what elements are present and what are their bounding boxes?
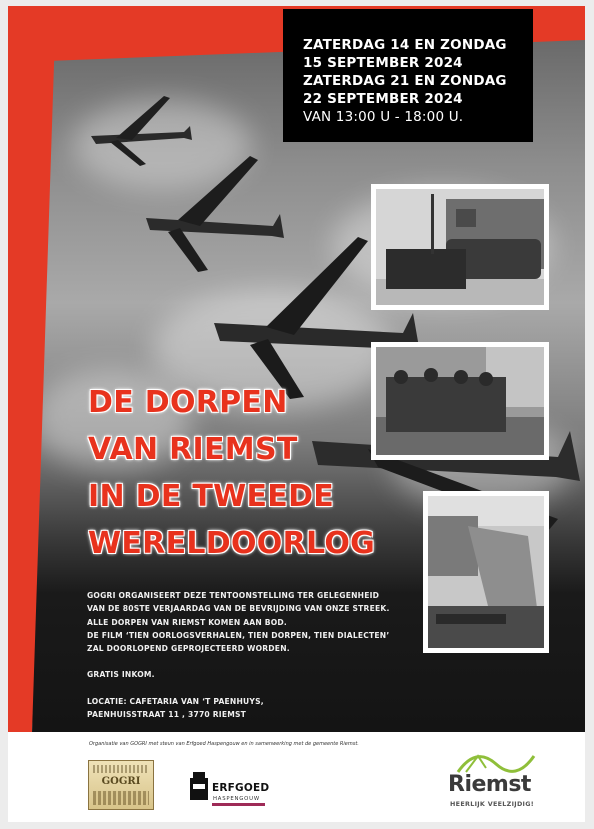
info-line-2: VAN DE 80STE VERJAARDAG VAN DE BEVRIJDING VAN ONZE STREEK. bbox=[87, 604, 390, 614]
date-line-3: ZATERDAG 21 EN ZONDAG bbox=[303, 73, 507, 89]
date-line-2: 15 SEPTEMBER 2024 bbox=[303, 55, 463, 71]
admission-text: GRATIS INKOM. bbox=[87, 670, 155, 680]
location-line-1: LOCATIE: CAFETARIA VAN ‘T PAENHUYS, bbox=[87, 696, 264, 706]
haspengouw-logo-text: HASPENGOUW bbox=[213, 796, 260, 802]
info-line-4: DE FILM ‘TIEN OORLOGSVERHALEN, TIEN DORPEN, TIEN DIALECTEN’ bbox=[87, 630, 390, 640]
event-info bbox=[87, 589, 427, 721]
info-line-1: GOGRI ORGANISEERT DEZE TENTOONSTELLING TER GELEGENHEID bbox=[87, 591, 380, 600]
title-line-2: VAN RIEMST bbox=[88, 432, 298, 467]
gogri-logo-text: GOGRI bbox=[101, 776, 141, 787]
inset-photo-bridge-ruins bbox=[423, 491, 549, 653]
riemst-tagline: HEERLIJK VEELZIJDIG! bbox=[450, 800, 534, 808]
title-line-4: WERELDOORLOG bbox=[88, 526, 376, 561]
erfgoed-logo-text: ERFGOED bbox=[212, 782, 270, 794]
footer bbox=[8, 732, 585, 822]
exhibition-title bbox=[88, 379, 375, 567]
title-line-1: DE DORPEN bbox=[88, 385, 288, 420]
info-line-5: ZAL DOORLOPEND GEPROJECTEERD WORDEN. bbox=[87, 644, 290, 654]
date-box bbox=[283, 9, 533, 142]
gogri-logo bbox=[88, 760, 154, 810]
date-line-4: 22 SEPTEMBER 2024 bbox=[303, 91, 463, 107]
inset-photo-tank-group bbox=[371, 184, 549, 310]
opening-hours: VAN 13:00 U - 18:00 U. bbox=[303, 109, 464, 125]
erfgoed-haspengouw-logo bbox=[186, 764, 276, 810]
organisation-credit: Organisatie van GOGRI met steun van Erfgoed Haspengouw en in samenwerking met de gemeente Riemst. bbox=[89, 741, 359, 747]
riemst-logo-text: Riemst bbox=[448, 772, 531, 797]
riemst-logo bbox=[446, 746, 556, 816]
info-line-3: ALLE DORPEN VAN RIEMST KOMEN AAN BOD. bbox=[87, 617, 288, 627]
inset-photo-soldiers bbox=[371, 342, 549, 460]
event-poster bbox=[8, 6, 585, 822]
erfgoed-emblem-icon bbox=[188, 770, 210, 802]
location-line-2: PAENHUISSTRAAT 11 , 3770 RIEMST bbox=[87, 710, 247, 720]
title-line-3: IN DE TWEEDE bbox=[88, 479, 335, 514]
date-line-1: ZATERDAG 14 EN ZONDAG bbox=[303, 37, 507, 53]
